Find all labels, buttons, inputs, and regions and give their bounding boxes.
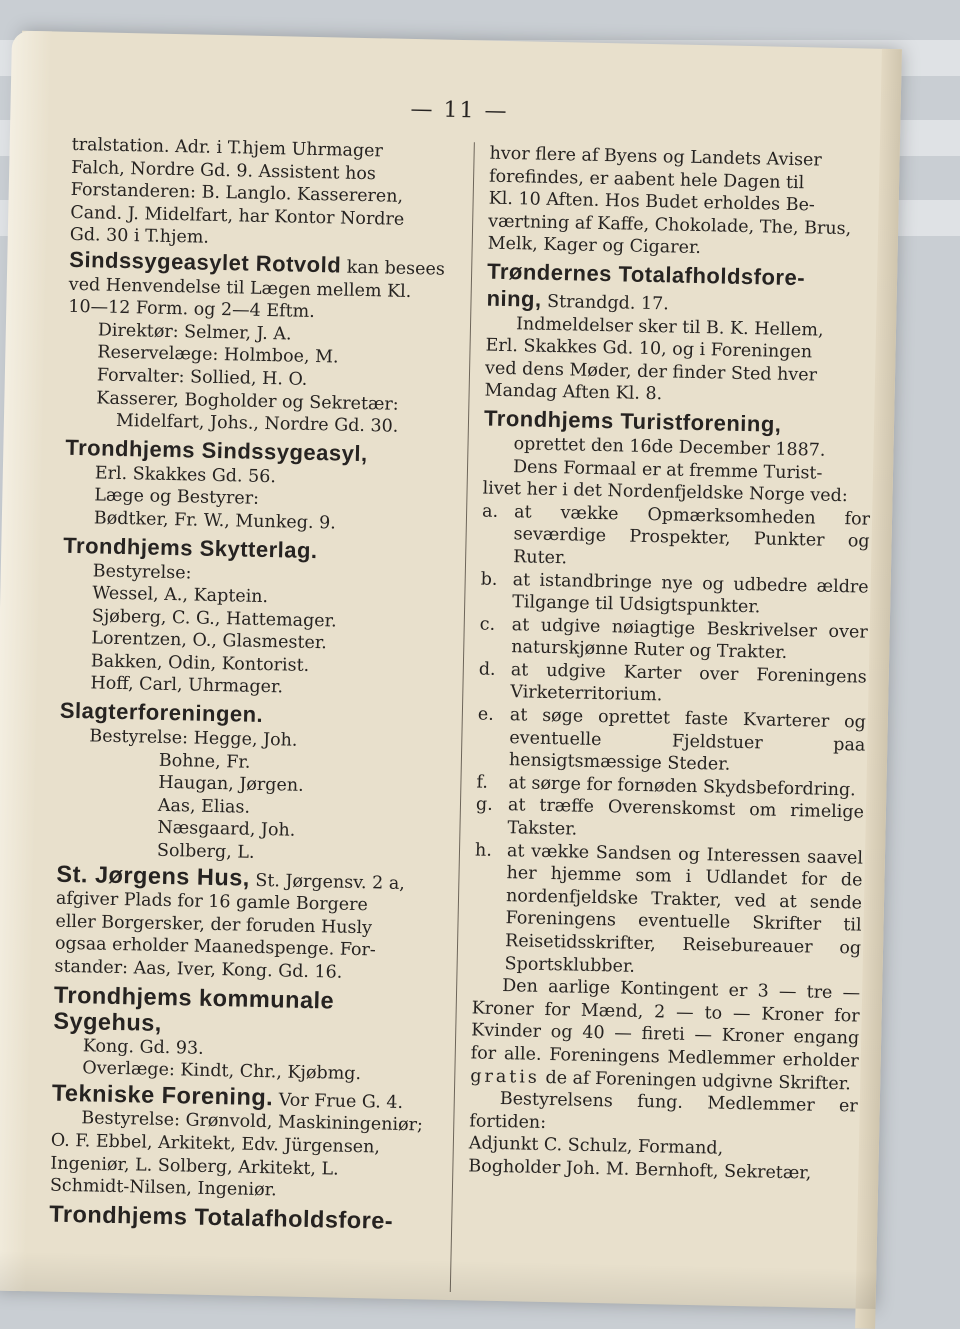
- staff-line: Direktør: Selmer, J. A.: [97, 320, 292, 345]
- list-item: [480, 568, 869, 621]
- entry-heading: Trøndernes Totalafholdsfore-: [486, 258, 806, 291]
- gratis-text: gratis: [470, 1065, 541, 1088]
- entry-text: Strandgd. 17.: [541, 291, 669, 315]
- entry-skytterlag: [60, 532, 455, 703]
- staff-line: Midelfart, Johs., Nordre Gd. 30.: [115, 410, 399, 437]
- address: Erl. Skakkes Gd. 56.: [94, 463, 277, 487]
- text-line: Kl. 10 Aften. Hos Budet erholdes Be-: [488, 188, 816, 216]
- entry-heading: St. Jørgens Hus,: [56, 860, 251, 891]
- fee-text: Den aarlige Kontingent er 3 — tre — Kroner for Mænd, 2 — to — Kroner for Kvinder og 40 — fireti — Kroner engang for alle. Foreningens Medlemmer erholder: [470, 976, 861, 1072]
- text-line: forefindes, er aabent hele Dagen til: [488, 166, 805, 193]
- item-label: e.: [477, 704, 495, 725]
- text-line: Ingeniør, L. Solberg, Arkitekt, L.: [50, 1153, 339, 1180]
- list-item: [477, 704, 866, 780]
- text-line: Cand. J. Midelfart, har Kontor Nordre: [70, 202, 405, 230]
- entry-turistforening: [468, 405, 872, 1186]
- board-paragraph: Bestyrelsens fung. Medlemmer er fortiden:: [469, 1089, 858, 1133]
- item-label: b.: [480, 569, 498, 590]
- entry-rotvold: [66, 247, 462, 440]
- member: Haugan, Jørgen.: [158, 773, 304, 797]
- item-text: at træffe Overenskomst om rimelige Takster.: [507, 795, 865, 840]
- person: Bødtker, Fr. W., Munkeg. 9.: [93, 508, 336, 534]
- member: Hegge, Joh.: [193, 728, 298, 751]
- board-label: Bestyrelse:: [89, 726, 189, 749]
- item-text: at istandbringe nye og udbedre ældre Tilgange til Udsigtspunkter.: [512, 569, 869, 618]
- page-number: — 11 —: [410, 96, 509, 124]
- list-item: [472, 839, 863, 983]
- intro-paragraph: [487, 143, 877, 264]
- text-line: afgiver Plads for 16 gamle Borgere: [55, 888, 369, 916]
- text-line: hvor flere af Byens og Landets Aviser: [489, 143, 822, 171]
- text-line: Mandag Aften Kl. 8.: [484, 380, 663, 405]
- item-label: d.: [478, 659, 496, 680]
- text-line: Indmeldelser sker til B. K. Hellem,: [515, 313, 824, 341]
- text-line: Schmidt-Nilsen, Ingeniør.: [49, 1175, 277, 1201]
- entry-trondernes: [484, 259, 875, 411]
- role: Læge og Bestyrer:: [94, 485, 260, 510]
- staff-line: Forvalter: Sollied, H. O.: [96, 365, 308, 390]
- text-line: stander: Aas, Iver, Kong. Gd. 16.: [54, 956, 343, 983]
- fee-paragraph: [470, 975, 860, 1096]
- item-label: g.: [475, 794, 493, 816]
- entry-heading-cont: ning,: [486, 285, 542, 312]
- text-line: eller Borgersker, der foruden Husly: [55, 911, 373, 939]
- entry-heading: Trondhjems Turistforening,: [483, 405, 782, 437]
- entry-text: Vor Frue G. 4.: [272, 1090, 404, 1113]
- staff-line: Reservelæge: Holmboe, M.: [97, 342, 339, 368]
- address: Kong. Gd. 93.: [82, 1035, 204, 1059]
- item-text: at vække Opmærksomheden for seværdige Prospekter, Punkter og Ruter.: [512, 501, 871, 569]
- item-label: h.: [474, 840, 493, 861]
- right-column: [468, 143, 878, 1186]
- list-item: [479, 613, 868, 666]
- text-line: Erl. Skakkes Gd. 10, og i Foreningen: [485, 335, 813, 363]
- text-line: Bestyrelse: Grønvold, Maskiningeniør;: [81, 1108, 424, 1136]
- text-line: Gd. 30 i T.hjem.: [69, 225, 210, 249]
- entry-heading: Trondhjems kommunale Sygehus,: [53, 981, 335, 1036]
- text-line: Melk, Kager og Cigarer.: [487, 233, 702, 259]
- member: Næsgaard, Joh.: [157, 818, 296, 842]
- entry-st-jorgens-hus: [54, 860, 448, 986]
- item-label: c.: [479, 614, 496, 635]
- text-line: Forstanderen: B. Langlo. Kassereren,: [70, 180, 404, 207]
- item-text: at vække Sandsen og Interessen saavel her hjemme som i Udlandet for de nordenfjeldske Trakter, ved at sende Foreningens eventuelle Skrifter til Reisetidsskrifter, Reisebureauer og Sportsklubber.: [504, 840, 864, 977]
- member: Bakken, Odin, Kontorist.: [90, 651, 310, 676]
- page-curl: [0, 31, 52, 1292]
- member: Adjunkt C. Schulz, Formand,: [468, 1133, 724, 1160]
- text-line: oprettet den 16de December 1887.: [513, 434, 826, 461]
- text-line: Dens Formaal er at fremme Turist-: [512, 456, 823, 484]
- member: Wessel, A., Kaptein.: [92, 583, 269, 608]
- text-line: tralstation. Adr. i T.hjem Uhrmager: [71, 134, 384, 162]
- text-line: livet her i det Nordenfjeldske Norge ved:: [482, 478, 848, 507]
- member: Solberg, L.: [156, 840, 255, 863]
- text-line: ved dens Møder, der finder Sted hver: [484, 358, 818, 386]
- text-line: ogsaa erholder Maanedspenge. For-: [54, 934, 376, 961]
- text-line: ved Henvendelse til Lægen mellem Kl.: [68, 274, 412, 302]
- text-line: værtning af Kaffe, Chokolade, The, Brus,: [487, 211, 852, 239]
- item-label: f.: [476, 772, 489, 793]
- staff-line: Kasserer, Bogholder og Sekretær:: [96, 387, 399, 415]
- left-column: [49, 134, 464, 1236]
- person: Overlæge: Kindt, Chr., Kjøbmg.: [82, 1058, 362, 1085]
- item-text: at udgive Karter over Foreningens Virketerritorium.: [510, 660, 867, 706]
- text-line: 10—12 Form. og 2—4 Eftm.: [68, 296, 315, 323]
- entry-text: St. Jørgensv. 2 a,: [249, 870, 406, 894]
- list-item: [481, 500, 870, 576]
- member: Bohne, Fr.: [158, 750, 251, 773]
- list-item: [478, 658, 867, 711]
- member: Hoff, Carl, Uhrmager.: [90, 673, 284, 698]
- member: Lorentzen, O., Glasmester.: [91, 628, 328, 654]
- entry-heading: Slagterforeningen.: [59, 697, 264, 728]
- entry-slagterforeningen: [57, 698, 452, 869]
- entry-heading: Trondhjems Sindssygeasyl,: [65, 434, 368, 466]
- item-text: at udgive nøiagtige Beskrivelser over naturskjønne Ruter og Trakter.: [511, 614, 868, 664]
- book-page: [0, 31, 902, 1309]
- text-line: O. F. Ebbel, Arkitekt, Edv. Jürgensen,: [50, 1130, 381, 1158]
- member: Aas, Elias.: [157, 795, 251, 818]
- entry-heading: Trondhjems Skytterlag.: [63, 532, 318, 563]
- list-item: [475, 794, 864, 847]
- intro-paragraph: [70, 134, 464, 255]
- item-text: at søge oprettet faste Kvarterer og eventuelle Fjeldstuer paa hensigtsmæssige Steder.: [508, 705, 867, 776]
- item-label: a.: [481, 501, 499, 522]
- entry-heading: Sindssygeasylet Rotvold: [69, 246, 342, 278]
- item-text: at sørge for fornøden Skydsbefordring.: [508, 772, 856, 801]
- entry-sygehus: [52, 981, 446, 1087]
- entry-heading: Tekniske Forening.: [51, 1079, 274, 1111]
- entry-heading: Trondhjems Totalafholdsfore-: [49, 1200, 394, 1234]
- text-line: Falch, Nordre Gd. 9. Assistent hos: [71, 157, 377, 184]
- entry-sindssygeasyl: [64, 435, 458, 538]
- entry-tekniske-forening: [50, 1079, 444, 1205]
- entry-text: kan besees: [340, 257, 445, 280]
- fee-text: de af Foreningen udgivne Skrifter.: [539, 1067, 851, 1094]
- member: Sjøberg, C. G., Hattemager.: [91, 606, 337, 632]
- board-label: Bestyrelse:: [92, 560, 192, 583]
- member: Bogholder Joh. M. Bernhoft, Sekretær,: [468, 1156, 812, 1184]
